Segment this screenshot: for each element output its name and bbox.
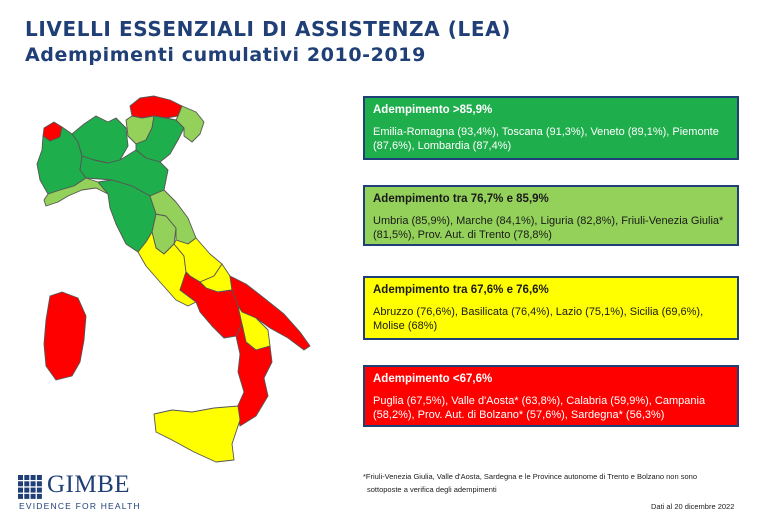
- legend-box-regions: Umbria (85,9%), Marche (84,1%), Liguria (82,8%), Friuli-Venezia Giulia* (81,5%), Prov. Aut. di Trento (78,8%): [373, 215, 724, 241]
- legend-box-regions: Emilia-Romagna (93,4%), Toscana (91,3%), Veneto (89,1%), Piemonte (87,6%), Lombardia (87,4%): [373, 126, 719, 152]
- title-line: LIVELLI ESSENZIALI DI ASSISTENZA (LEA): [25, 17, 511, 41]
- data-date-note: Dati al 20 dicembre 2022: [651, 502, 735, 511]
- footnote: [363, 470, 758, 496]
- logo-brand: GIMBE: [47, 471, 131, 498]
- legend-box-below-67-6: [363, 365, 739, 427]
- legend-box-regions: Puglia (67,5%), Valle d'Aosta* (63,8%), Calabria (59,9%), Campania (58,2%), Prov. Aut. di Bolzano* (57,6%), Sardegna* (56,3%): [373, 395, 706, 421]
- region-sardegna: [44, 292, 86, 380]
- logo-tagline: EVIDENCE FOR HEALTH: [19, 501, 141, 511]
- italy-map: [0, 0, 360, 470]
- legend-box-heading: Adempimento <67,6%: [373, 373, 493, 385]
- region-bolzano: [130, 96, 182, 118]
- legend-box-above-85-9: [363, 96, 739, 160]
- legend-box-heading: Adempimento tra 76,7% e 85,9%: [373, 193, 549, 205]
- legend-box-heading: Adempimento >85,9%: [373, 104, 493, 116]
- gimbe-grid-icon: [18, 475, 42, 499]
- legend-box-67-6-to-76-6: [363, 276, 739, 340]
- region-sicilia: [154, 406, 240, 462]
- legend-box-heading: Adempimento tra 67,6% e 76,6%: [373, 284, 549, 296]
- footnote-line: sottoposte a verifica degli adempimenti: [367, 485, 497, 494]
- footnote-line: *Friuli-Venezia Giulia, Valle d'Aosta, Sardegna e le Province autonome di Trento e Bolzano non sono: [363, 472, 697, 481]
- legend-box-76-7-to-85-9: [363, 185, 739, 246]
- subtitle-line: Adempimenti cumulativi 2010-2019: [25, 44, 426, 66]
- legend-box-regions: Abruzzo (76,6%), Basilicata (76,4%), Lazio (75,1%), Sicilia (69,6%), Molise (68%): [373, 306, 704, 332]
